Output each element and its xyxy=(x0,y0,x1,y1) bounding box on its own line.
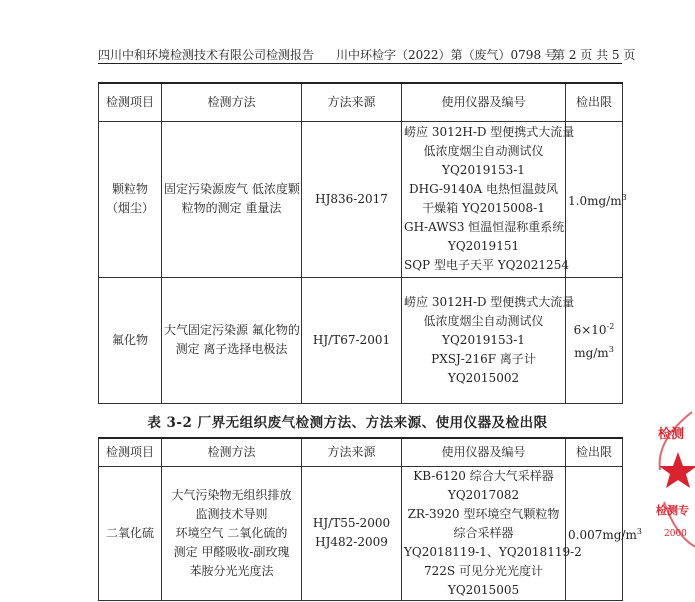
limit-value: 6×10 xyxy=(573,323,607,337)
limit-unit: mg/m xyxy=(574,346,609,360)
source-line: HJ/T67-2001 xyxy=(312,332,391,347)
instrument-line: 722S 可见分光光度计 xyxy=(424,563,543,578)
method-line: 环境空气 二氧化硫的 xyxy=(175,525,288,540)
instrument-line: 干燥箱 YQ2015008-1 xyxy=(422,201,545,215)
instrument-line: YQ2015002 xyxy=(447,370,520,385)
item-cell xyxy=(99,466,162,600)
source-cell xyxy=(302,466,402,600)
instrument-line: YQ2015005 xyxy=(447,582,520,597)
header-company: 四川中和环境检测技术有限公司检测报告 xyxy=(98,48,315,62)
limit-superscript: 3 xyxy=(621,192,627,202)
table-1-header-method: 检测方法 xyxy=(162,83,302,121)
item-line: 氟化物 xyxy=(111,332,148,347)
table-1-header-item: 检测项目 xyxy=(99,83,162,121)
method-line: 大气固定污染源 氟化物的 xyxy=(164,323,300,337)
method-cell xyxy=(162,466,302,600)
limit-cell xyxy=(566,277,623,403)
method-cell xyxy=(162,277,302,403)
seal-text-bottom: 2000 xyxy=(664,529,687,539)
source-line: HJ/T55-2000 xyxy=(312,516,391,530)
method-line: 粒物的测定 重量法 xyxy=(181,201,282,215)
table-2-header-limit: 检出限 xyxy=(566,438,623,466)
instrument-line: YQ2019151 xyxy=(447,239,520,253)
instrument-line: KB-6120 综合大气采样器 xyxy=(413,468,554,483)
instruments-cell xyxy=(402,277,575,403)
instrument-line: SQP 型电子天平 YQ2021254 xyxy=(404,258,569,272)
item-cell xyxy=(99,121,162,277)
limit-value: 0.007mg/m xyxy=(568,527,637,542)
item-cell xyxy=(99,277,162,403)
seal-star-icon xyxy=(659,452,695,488)
seal-text-top: 检测 xyxy=(658,427,685,442)
source-cell xyxy=(302,121,402,277)
limit-superscript: 3 xyxy=(636,526,642,536)
method-line: 大气污染物无组织排放 xyxy=(171,487,292,502)
method-line: 测定 甲醛吸收-副玫瑰 xyxy=(173,544,290,559)
instruments-cell xyxy=(402,466,582,600)
method-line: 固定污染源废气 低浓度颗 xyxy=(164,182,300,196)
header-report-no: 川中环检字（2022）第（废气）0798 号 xyxy=(336,48,557,62)
method-line: 监测技术导则 xyxy=(195,506,268,521)
instrument-line: 崂应 3012H-D 型便携式大流量 xyxy=(404,294,575,309)
instrument-line: YQ2019153-1 xyxy=(442,332,525,347)
instrument-line: YQ2019153-1 xyxy=(442,163,525,177)
instruments-cell xyxy=(402,121,575,277)
instrument-line: YQ2017082 xyxy=(447,487,520,502)
table-1 xyxy=(98,82,627,404)
table-2-header-row xyxy=(99,438,623,466)
item-line: （烟尘） xyxy=(105,201,154,215)
limit-superscript: -2 xyxy=(606,322,615,331)
method-cell xyxy=(162,121,302,277)
table-2 xyxy=(98,437,642,601)
table-2-header-instruments: 使用仪器及编号 xyxy=(402,438,566,466)
limit-value: 1.0mg/m xyxy=(568,193,622,208)
source-line: HJ482-2009 xyxy=(315,535,388,549)
item-line: 二氧化硫 xyxy=(105,525,154,540)
table-row xyxy=(99,466,623,600)
instrument-line: 低浓度烟尘自动测试仪 xyxy=(423,144,544,158)
method-line: 测定 离子选择电极法 xyxy=(175,342,288,356)
limit-cell xyxy=(566,466,642,600)
table-1-header-row xyxy=(99,83,623,121)
source-cell xyxy=(302,277,402,403)
instrument-line: PXSJ-216F 离子计 xyxy=(431,351,536,366)
table-row xyxy=(99,121,623,277)
table-1-header-source: 方法来源 xyxy=(302,83,402,121)
table-2-caption: 表 3-2 厂界无组织废气检测方法、方法来源、使用仪器及检出限 xyxy=(147,415,548,431)
limit-unit-superscript: 3 xyxy=(608,345,614,354)
instrument-line: GH-AWS3 恒温恒湿称重系统 xyxy=(404,220,565,234)
item-line: 颗粒物 xyxy=(111,182,148,196)
source-line: HJ836-2017 xyxy=(315,191,388,206)
method-line: 苯胺分光光度法 xyxy=(189,563,274,578)
instrument-line: 低浓度烟尘自动测试仪 xyxy=(423,313,544,328)
instrument-line: 崂应 3012H-D 型便携式大流量 xyxy=(404,125,575,139)
table-2-header-item: 检测项目 xyxy=(99,438,162,466)
seal-text-middle: 检测专 xyxy=(656,504,689,517)
table-row xyxy=(99,277,623,403)
instrument-line: ZR-3920 型环境空气颗粒物 xyxy=(407,506,560,521)
header-rule xyxy=(98,63,622,64)
limit-line xyxy=(568,340,620,363)
limit-line xyxy=(568,317,620,340)
table-1-header-instruments: 使用仪器及编号 xyxy=(402,83,566,121)
table-1-header-limit: 检出限 xyxy=(566,83,623,121)
table-2-header-source: 方法来源 xyxy=(302,438,402,466)
instrument-line: YQ2018119-1、YQ2018119-2 xyxy=(404,544,582,559)
table-2-header-method: 检测方法 xyxy=(162,438,302,466)
instrument-line: 综合采样器 xyxy=(453,525,514,540)
header-page: 第 2 页 共 5 页 xyxy=(553,48,636,62)
seal-stamp xyxy=(652,410,695,560)
instrument-line: DHG-9140A 电热恒温鼓风 xyxy=(409,182,558,196)
limit-cell xyxy=(566,121,627,277)
